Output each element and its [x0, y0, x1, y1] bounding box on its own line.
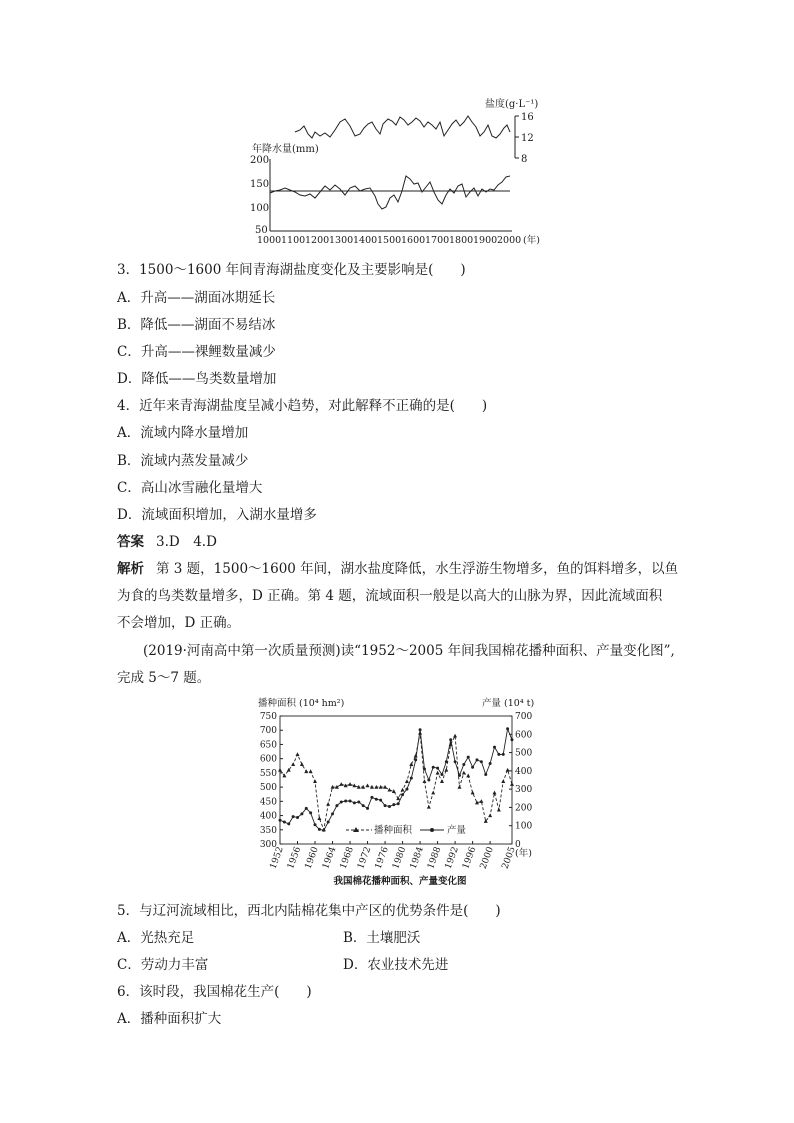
output-point [357, 800, 360, 803]
left-tick-label: 600 [259, 754, 277, 765]
x-tick-label: 1960 [303, 845, 321, 871]
x-tick-label: 1984 [408, 845, 426, 871]
right-tick-label: 400 [515, 766, 533, 777]
q5-stem: 5．与辽河流域相比，西北内陆棉花集中产区的优势条件是( ) [117, 903, 501, 919]
x-tick: 1200 [305, 235, 330, 246]
output-point [502, 753, 505, 756]
area-point [291, 762, 295, 766]
salinity-tick: 16 [521, 112, 534, 123]
analysis-line-1: 第 3 题，1500～1600 年间，湖水盐度降低，水生浮游生物增多，鱼的饵料增多，以鱼 [156, 561, 679, 577]
chart-legend [346, 824, 467, 836]
x-tick-label: 2000 [478, 845, 496, 871]
x-unit: (年) [523, 235, 540, 246]
q4-option-c: C．高山冰雪融化量增大 [117, 480, 263, 496]
output-point [436, 767, 439, 770]
output-point [440, 773, 443, 776]
area-point [326, 802, 330, 806]
left-tick-label: 550 [259, 768, 277, 779]
area-point [296, 752, 300, 756]
right-tick-label: 0 [515, 840, 521, 850]
x-tick-label: 1992 [443, 845, 461, 871]
output-point [454, 760, 457, 763]
output-point [322, 829, 325, 832]
area-point [431, 791, 435, 795]
left-tick-label: 400 [259, 811, 277, 822]
left-tick-label: 450 [259, 797, 277, 808]
precipitation-curve [270, 176, 510, 209]
x-tick: 1100 [281, 235, 306, 246]
output-point [353, 801, 356, 804]
left-tick-label: 750 [259, 712, 277, 722]
x-unit-label: (年) [515, 848, 532, 859]
output-point [423, 768, 426, 771]
output-point [296, 816, 299, 819]
area-point [444, 768, 448, 772]
output-point [331, 812, 334, 815]
output-point [279, 819, 282, 822]
legend-output: 产量 [447, 825, 467, 836]
x-tick: 1800 [449, 235, 474, 246]
analysis-label: 解析 [117, 561, 144, 577]
area-point [497, 808, 501, 812]
output-point [379, 799, 382, 802]
area-point [466, 774, 470, 778]
area-point [317, 816, 321, 820]
right-tick-label: 700 [515, 712, 533, 722]
area-point [278, 768, 282, 772]
output-point [467, 756, 470, 759]
output-point [445, 760, 448, 763]
q5-option-c: C．劳动力丰富 [117, 957, 209, 973]
x-tick: 1700 [425, 235, 450, 246]
area-point [492, 791, 496, 795]
output-point [349, 800, 352, 803]
x-tick: 1300 [329, 235, 354, 246]
salinity-tick: 12 [521, 133, 534, 144]
right-axis-title: 产量 (10⁴ t) [482, 698, 535, 709]
left-tick-label: 350 [259, 825, 277, 836]
output-point [432, 766, 435, 769]
x-tick-label: 1952 [268, 845, 286, 871]
output-point [475, 758, 478, 761]
output-point [340, 800, 343, 803]
output-point [471, 766, 474, 769]
intro-line-1: (2019·河南高中第一次质量预测)读“1952～2005 年间我国棉花播种面积、产量变化图”, [143, 643, 675, 659]
output-point [480, 760, 483, 763]
output-point [493, 746, 496, 749]
x-tick: 1500 [377, 235, 402, 246]
q6-stem: 6．该时段，我国棉花生产( ) [117, 984, 312, 1000]
precip-tick: 50 [255, 225, 268, 236]
output-point [462, 763, 465, 766]
output-point [327, 821, 330, 824]
area-point [440, 779, 444, 783]
area-point [457, 785, 461, 789]
left-tick-label: 300 [259, 840, 277, 850]
x-tick-label: 1972 [356, 845, 374, 871]
area-point [300, 762, 304, 766]
salinity-precipitation-figure [240, 92, 560, 247]
cotton-chart [250, 694, 550, 890]
output-point [305, 807, 308, 810]
x-tick-label: 1968 [338, 845, 356, 871]
output-point [410, 777, 413, 780]
area-point [366, 783, 370, 787]
salinity-curve [295, 116, 510, 138]
x-tick: 1400 [353, 235, 378, 246]
intro-line-2: 完成 5～7 题。 [117, 670, 211, 686]
output-point [300, 812, 303, 815]
q3-option-b: B．降低——湖面不易结冰 [117, 317, 276, 333]
output-point [397, 802, 400, 805]
analysis-line-2: 为食的鸟类数量增多，D 正确。第 4 题，流域面积一般是以高大的山脉为界，因此流域面积 [117, 588, 663, 604]
precip-tick: 150 [250, 179, 270, 190]
area-point [313, 779, 317, 783]
left-tick-label: 500 [259, 783, 277, 794]
area-point [479, 799, 483, 803]
q4-stem: 4．近年来青海湖盐度呈减小趋势，对此解释不正确的是( ) [117, 398, 488, 414]
output-point [366, 807, 369, 810]
output-point [449, 738, 452, 741]
area-point [304, 769, 308, 773]
x-tick-label: 2005 [500, 845, 518, 871]
output-point [484, 773, 487, 776]
x-tick: 1900 [473, 235, 498, 246]
area-point [418, 731, 422, 735]
analysis [117, 557, 678, 577]
output-point [287, 822, 290, 825]
area-point [462, 771, 466, 775]
output-point [335, 804, 338, 807]
right-tick-label: 200 [515, 803, 533, 814]
area-point [501, 779, 505, 783]
output-point [344, 800, 347, 803]
output-point [419, 728, 422, 731]
area-point [414, 754, 418, 758]
output-point [511, 738, 514, 741]
output-point [388, 805, 391, 808]
output-point [292, 815, 295, 818]
precip-axis-label: 年降水量(mm) [252, 144, 319, 155]
q5-option-a: A．光热充足 [117, 930, 195, 946]
left-tick-label: 650 [259, 740, 277, 751]
output-point [458, 774, 461, 777]
answer-label: 答案 [117, 534, 144, 550]
x-tick-label: 1964 [321, 845, 339, 871]
precip-tick: 100 [250, 203, 270, 214]
x-tick-label: 1988 [426, 845, 444, 871]
salinity-tick: 8 [521, 154, 528, 165]
q3-option-c: C．升高——裸鲤数量减少 [117, 344, 276, 360]
area-point [510, 782, 514, 786]
analysis-line-3: 不会增加，D 正确。 [117, 615, 241, 631]
output-point [392, 803, 395, 806]
q3-option-a: A．升高——湖面冰期延长 [117, 290, 276, 306]
area-point [348, 782, 352, 786]
chart-title: 我国棉花播种面积、产量变化图 [333, 876, 467, 887]
area-point [383, 785, 387, 789]
output-point [318, 828, 321, 831]
output-point [427, 779, 430, 782]
right-tick-label: 300 [515, 785, 533, 796]
output-point [314, 823, 317, 826]
area-point [405, 779, 409, 783]
area-point [449, 742, 453, 746]
right-tick-label: 500 [515, 748, 533, 759]
left-tick-label: 700 [259, 726, 277, 737]
q4-option-b: B．流域内蒸发量减少 [117, 453, 249, 469]
q5-option-d: D．农业技术先进 [343, 957, 449, 973]
series-line-output [280, 729, 512, 831]
legend-area: 播种面积 [374, 825, 413, 836]
area-point [309, 769, 313, 773]
output-point [489, 762, 492, 765]
x-tick-label: 1980 [391, 845, 409, 871]
answer [117, 530, 217, 550]
q3-option-d: D．降低——鸟类数量增加 [117, 371, 277, 387]
q6-option-a: A．播种面积扩大 [117, 1011, 222, 1027]
output-point [370, 796, 373, 799]
q4-option-a: A．流域内降水量增加 [117, 425, 249, 441]
x-tick-label: 1976 [373, 845, 391, 871]
right-tick-label: 600 [515, 730, 533, 741]
area-point [427, 805, 431, 809]
area-point [387, 788, 391, 792]
area-point [471, 791, 475, 795]
area-point [453, 734, 457, 738]
output-point [506, 727, 509, 730]
output-point [375, 798, 378, 801]
output-point [405, 788, 408, 791]
area-point [409, 762, 413, 766]
left-axis-title: 播种面积 (10⁴ hm²) [258, 698, 345, 709]
area-point [422, 779, 426, 783]
right-tick-label: 100 [515, 821, 533, 832]
q4-option-d: D．流域面积增加，入湖水量增多 [117, 507, 317, 523]
output-point [401, 793, 404, 796]
area-point [488, 813, 492, 817]
salinity-axis-label: 盐度(g·L⁻¹) [485, 99, 539, 110]
precip-tick: 200 [250, 155, 270, 166]
answer-text: 3.D 4.D [156, 534, 217, 550]
area-point [401, 788, 405, 792]
area-point [339, 782, 343, 786]
q3-stem: 3．1500～1600 年间青海湖盐度变化及主要影响是( ) [117, 262, 466, 278]
area-point [436, 771, 440, 775]
x-tick-label: 1996 [461, 845, 479, 871]
x-tick: 1000 [257, 235, 282, 246]
q5-option-b: B．土壤肥沃 [343, 930, 421, 946]
output-point [362, 804, 365, 807]
output-point [414, 758, 417, 761]
x-tick: 2000 [497, 235, 522, 246]
x-tick-label: 1956 [286, 845, 304, 871]
output-point [384, 804, 387, 807]
output-point [283, 821, 286, 824]
output-point [309, 811, 312, 814]
output-point [497, 753, 500, 756]
x-tick: 1600 [401, 235, 426, 246]
